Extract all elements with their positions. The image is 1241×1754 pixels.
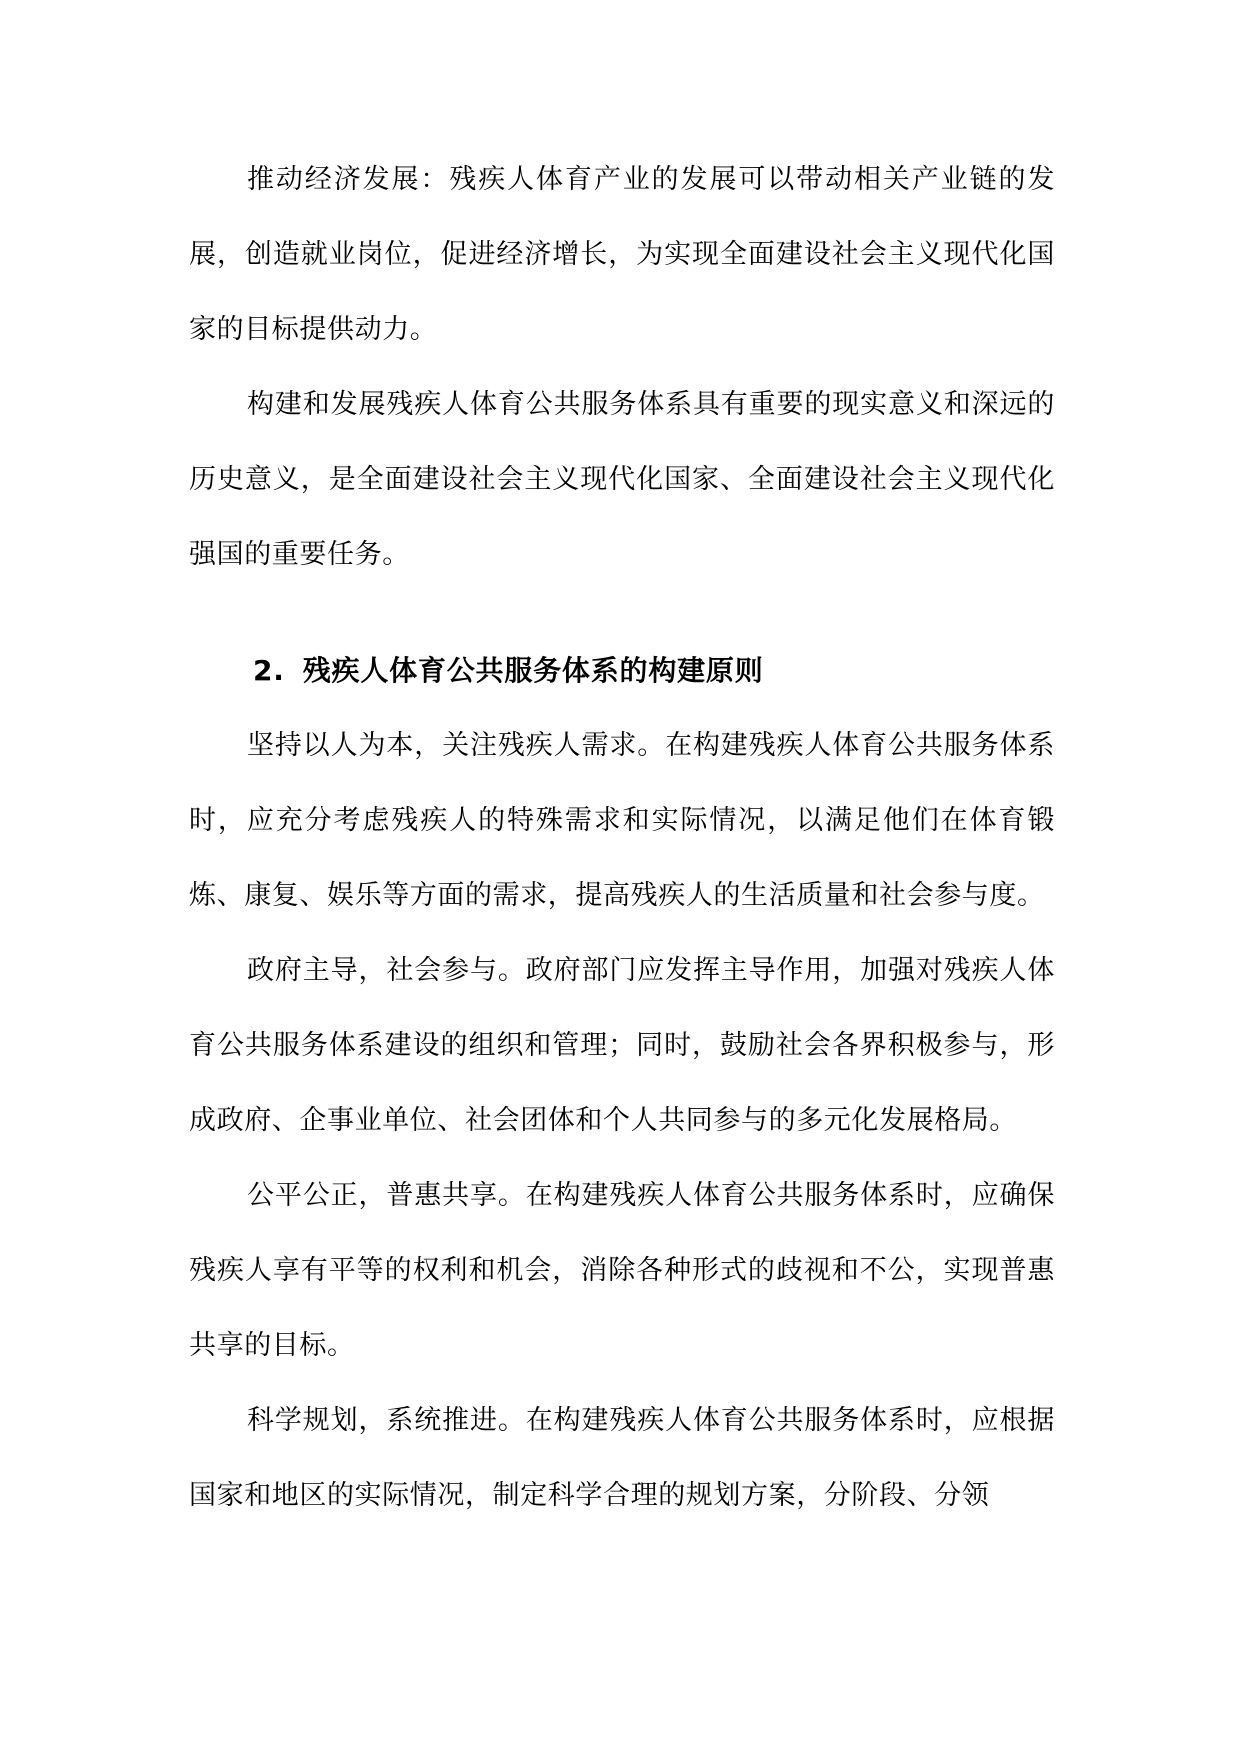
paragraph-scientific-planning: 科学规划，系统推进。在构建残疾人体育公共服务体系时，应根据国家和地区的实际情况，制定科学合理的规划方案，分阶段、分领 (189, 1405, 1055, 1511)
paragraph-people-oriented: 坚持以人为本，关注残疾人需求。在构建残疾人体育公共服务体系时，应充分考虑残疾人的特殊需求和实际情况，以满足他们在体育锻炼、康复、娱乐等方面的需求，提高残疾人的生活质量和社会参与度。 (189, 730, 1055, 911)
page-content (189, 142, 1055, 1533)
section-heading (189, 644, 1055, 698)
paragraph-significance: 构建和发展残疾人体育公共服务体系具有重要的现实意义和深远的历史意义，是全面建设社会主义现代化国家、全面建设社会主义现代化强国的重要任务。 (189, 389, 1055, 570)
paragraph-economic-development: 推动经济发展：残疾人体育产业的发展可以带动相关产业链的发展，创造就业岗位，促进经济增长，为实现全面建设社会主义现代化国家的目标提供动力。 (189, 164, 1055, 345)
paragraph-fairness: 公平公正，普惠共享。在构建残疾人体育公共服务体系时，应确保残疾人享有平等的权利和机会，消除各种形式的歧视和不公，实现普惠共享的目标。 (189, 1180, 1055, 1361)
section-number: 2. (253, 654, 285, 687)
section-title: 残疾人体育公共服务体系的构建原则 (302, 654, 764, 687)
paragraph-government-led: 政府主导，社会参与。政府部门应发挥主导作用，加强对残疾人体育公共服务体系建设的组织和管理；同时，鼓励社会各界积极参与，形成政府、企事业单位、社会团体和个人共同参与的多元化发展格局。 (189, 955, 1055, 1136)
